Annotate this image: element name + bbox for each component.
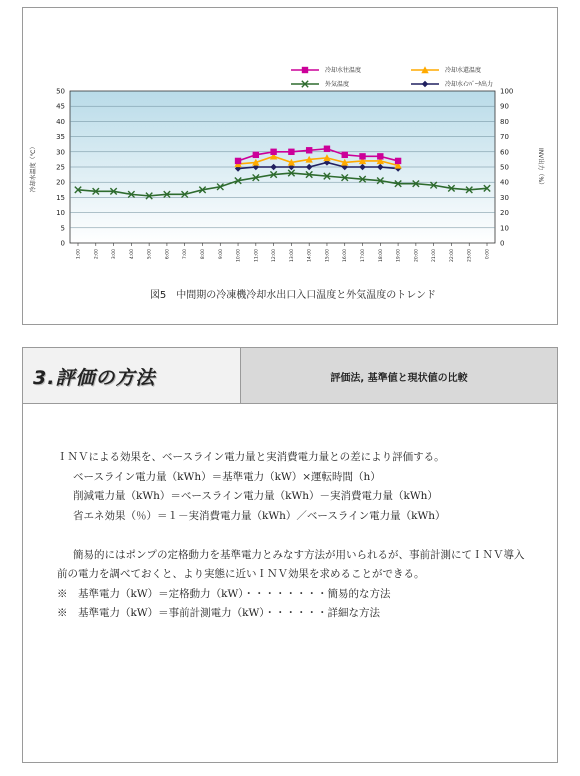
x-tick-label: 11:00 xyxy=(254,249,260,262)
x-tick-label: 0:00 xyxy=(485,249,491,260)
formula-saving: 省エネ効果（％）＝１－実消費電力量（kWh）／ベースライン電力量（kWh） xyxy=(73,509,446,522)
data-point xyxy=(302,67,308,73)
data-point xyxy=(288,149,294,155)
data-point xyxy=(395,158,401,164)
x-tick-label: 21:00 xyxy=(432,249,438,262)
method-title-box xyxy=(23,348,241,403)
chart-panel xyxy=(22,7,558,325)
y-tick-label-right: 30 xyxy=(500,193,509,202)
y-tick-label-right: 40 xyxy=(500,178,509,187)
legend-label: 冷却水ｲﾝﾊﾞｰﾀ出力 xyxy=(445,81,494,89)
explanation-line-1: 簡易的にはポンプの定格動力を基準電力とみなす方法が用いられるが、事前計測にてＩＮＶ導入 xyxy=(73,548,525,561)
method-subtitle-box xyxy=(241,348,557,403)
legend-item xyxy=(291,66,361,74)
x-tick-label: 13:00 xyxy=(289,249,295,262)
x-tick-label: 4:00 xyxy=(129,249,135,260)
y-tick-label-left: 40 xyxy=(56,117,65,126)
y-tick-label-right: 90 xyxy=(500,102,509,111)
y-tick-label-right: 10 xyxy=(500,224,509,233)
data-point xyxy=(342,152,348,158)
x-tick-label: 8:00 xyxy=(200,249,206,260)
x-tick-label: 17:00 xyxy=(361,249,367,262)
y-tick-label-left: 25 xyxy=(56,163,65,172)
x-tick-label: 3:00 xyxy=(112,249,118,260)
x-tick-label: 22:00 xyxy=(449,249,455,262)
y-axis-label-right: INV出力（%） xyxy=(537,147,544,189)
x-tick-label: 7:00 xyxy=(183,249,189,260)
legend-label: 冷却水還温度 xyxy=(445,67,482,75)
legend-item xyxy=(291,80,349,88)
legend-item xyxy=(411,66,481,74)
formula-baseline: ベースライン電力量（kWh）＝基準電力（kW）×運転時間（h） xyxy=(73,470,381,483)
y-tick-label-right: 50 xyxy=(500,163,509,172)
formula-reduction: 削減電力量（kWh）＝ベースライン電力量（kWh）－実消費電力量（kWh） xyxy=(73,490,438,502)
y-tick-label-left: 15 xyxy=(56,193,65,202)
data-point xyxy=(253,152,259,158)
x-tick-label: 1:00 xyxy=(76,249,82,260)
x-tick-label: 16:00 xyxy=(343,249,349,262)
x-tick-label: 23:00 xyxy=(467,249,473,262)
data-point xyxy=(422,81,428,87)
x-tick-label: 14:00 xyxy=(307,249,313,262)
y-tick-label-right: 20 xyxy=(500,209,509,218)
y-tick-label-right: 80 xyxy=(500,117,509,126)
y-tick-label-left: 0 xyxy=(60,239,65,248)
y-tick-label-right: 0 xyxy=(500,239,505,248)
y-tick-label-left: 45 xyxy=(56,102,65,111)
legend-label: 冷却水往温度 xyxy=(325,67,362,75)
x-tick-label: 9:00 xyxy=(218,249,224,260)
note-simple-method: ※ 基準電力（kW）＝定格動力（kW）・・・・・・・・簡易的な方法 xyxy=(57,587,391,600)
data-point xyxy=(270,149,276,155)
y-tick-label-right: 60 xyxy=(500,148,509,157)
intro-line: ＩＮＶによる効果を、ベースライン電力量と実消費電力量との差により評価する。 xyxy=(57,451,445,463)
section-title: 3.評価の方法 xyxy=(33,367,156,389)
y-tick-label-left: 5 xyxy=(60,224,65,233)
explanation-line-2: 前の電力を調べておくと、より実態に近いＩＮＶ効果を求めることができる。 xyxy=(57,568,425,580)
y-tick-label-left: 30 xyxy=(56,148,65,157)
method-header xyxy=(23,348,557,404)
x-tick-label: 15:00 xyxy=(325,249,331,262)
x-tick-label: 12:00 xyxy=(272,249,278,262)
x-tick-label: 10:00 xyxy=(236,249,242,262)
x-tick-label: 5:00 xyxy=(147,249,153,260)
y-tick-label-left: 50 xyxy=(56,87,65,96)
data-point xyxy=(359,153,365,159)
y-tick-label-right: 70 xyxy=(500,133,509,142)
x-tick-label: 20:00 xyxy=(414,249,420,262)
method-body xyxy=(57,448,557,624)
method-panel xyxy=(22,347,558,763)
y-tick-label-left: 10 xyxy=(56,209,65,218)
legend-item xyxy=(411,80,493,88)
data-point xyxy=(306,147,312,153)
x-tick-label: 18:00 xyxy=(378,249,384,262)
data-point xyxy=(377,153,383,159)
y-tick-label-left: 35 xyxy=(56,133,65,142)
x-tick-label: 6:00 xyxy=(165,249,171,260)
trend-chart xyxy=(23,8,557,324)
y-axis-label-left: 冷却水温度（℃） xyxy=(30,143,37,193)
note-detailed-method: ※ 基準電力（kW）＝事前計測電力（kW）・・・・・・詳細な方法 xyxy=(57,607,381,619)
section-subtitle: 評価法, 基準値と現状値の比較 xyxy=(330,373,468,384)
data-point xyxy=(324,146,330,152)
y-tick-label-left: 20 xyxy=(56,178,65,187)
y-tick-label-right: 100 xyxy=(500,87,514,96)
figure-caption: 図5 中間期の冷凍機冷却水出口入口温度と外気温度のトレンド xyxy=(149,290,437,301)
x-tick-label: 2:00 xyxy=(94,249,100,260)
legend-label: 外気温度 xyxy=(325,81,350,89)
data-point xyxy=(235,158,241,164)
x-tick-label: 19:00 xyxy=(396,249,402,262)
